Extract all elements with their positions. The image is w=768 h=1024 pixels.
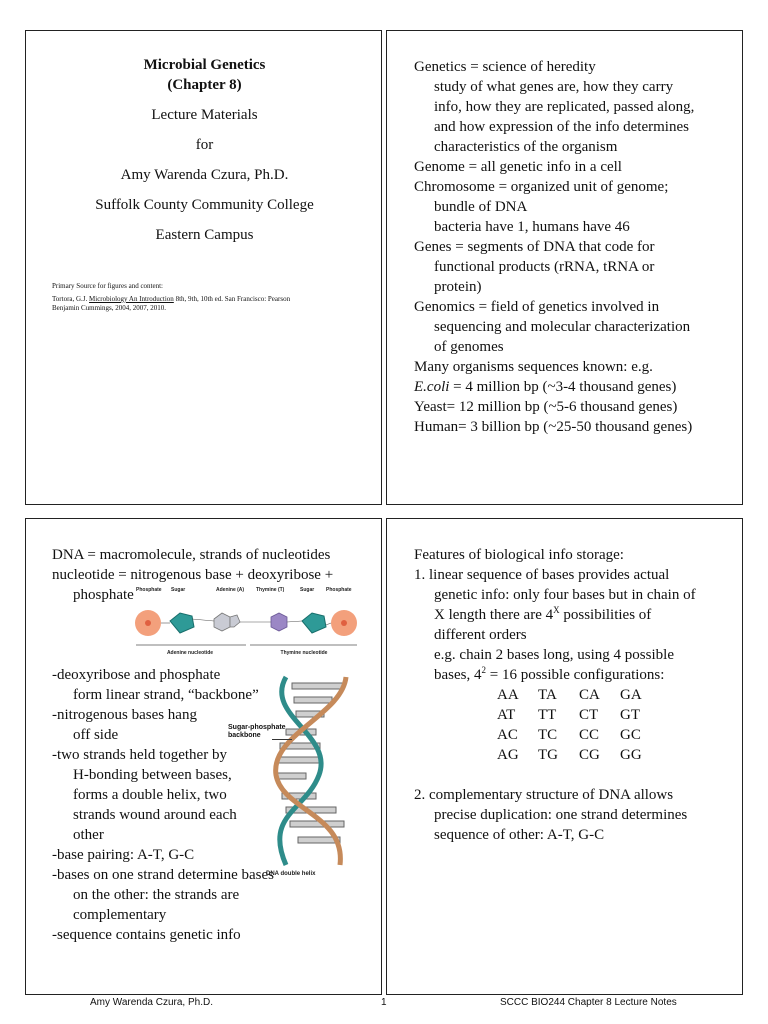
- title-line-2: for: [195, 137, 214, 153]
- fig-label-phosphate-2: Phosphate: [326, 587, 352, 593]
- combo-cell: TC: [538, 727, 558, 743]
- text-line: sequencing and molecular characterization: [434, 319, 691, 335]
- title-line-1: Lecture Materials: [151, 107, 258, 123]
- text-line: H-bonding between bases,: [73, 767, 232, 783]
- thymine-shape: [271, 613, 287, 631]
- text-line: form linear strand, “backbone”: [73, 687, 259, 703]
- text-line: other: [73, 827, 104, 843]
- ecoli-line: [414, 377, 676, 397]
- exponent-2: 2: [481, 665, 486, 675]
- text-line: forms a double helix, two: [73, 787, 227, 803]
- combo-cell: TG: [538, 747, 558, 763]
- dna-helix-figure: [224, 675, 364, 877]
- combo-cell: GA: [620, 687, 642, 703]
- slide-info-storage: [386, 518, 743, 995]
- combo-cell: CC: [579, 727, 600, 743]
- text-line: bundle of DNA: [434, 199, 528, 215]
- text-line: Many organisms sequences known: e.g.: [414, 359, 653, 375]
- text-line: functional products (rRNA, tRNA or: [434, 259, 655, 275]
- footer-author: Amy Warenda Czura, Ph.D.: [90, 997, 214, 1008]
- combo-cell: TA: [538, 687, 557, 703]
- backbone-pointer: [272, 739, 292, 740]
- nucleotide-figure: [134, 585, 359, 661]
- slide-dna-structure: [25, 518, 382, 995]
- fig-label-thymine: Thymine (T): [256, 587, 285, 593]
- combo-cell: AT: [497, 707, 516, 723]
- text-line: study of what genes are, how they carry: [434, 79, 674, 95]
- text-line: DNA = macromolecule, strands of nucleotides: [52, 547, 331, 563]
- text-line: -nitrogenous bases hang: [52, 707, 197, 723]
- text-line: sequence of other: A-T, G-C: [434, 827, 605, 843]
- text-line: -bases on one strand determine bases: [52, 867, 275, 883]
- backbone-label: [228, 724, 286, 740]
- citation-author: Tortora, G.J.: [52, 295, 90, 303]
- fig-label-phosphate: Phosphate: [136, 587, 162, 593]
- text-line: characteristics of the organism: [434, 139, 618, 155]
- text-line: info, how they are replicated, passed along,: [434, 99, 695, 115]
- combo-cell: AG: [497, 747, 519, 763]
- combo-cell: CT: [579, 707, 599, 723]
- fig-caption-thymine: Thymine nucleotide: [280, 650, 328, 656]
- text-line: Genes = segments of DNA that code for: [414, 239, 655, 255]
- ecoli-name: E.coli: [414, 379, 450, 395]
- text-line: -deoxyribose and phosphate: [52, 667, 221, 683]
- text-line: genetic info: only four bases but in chain of: [434, 587, 696, 603]
- footer-course: SCCC BIO244 Chapter 8 Lecture Notes: [500, 997, 677, 1008]
- yeast-line: Yeast= 12 million bp (~5-6 thousand genes): [414, 399, 678, 415]
- text-line: -base pairing: A-T, G-C: [52, 847, 195, 863]
- fig-caption-adenine: Adenine nucleotide: [166, 650, 214, 656]
- citation-publisher: Benjamin Cummings, 2004, 2007, 2010.: [52, 304, 166, 312]
- slide-title-chapter: (Chapter 8): [167, 77, 242, 93]
- text-line: protein): [434, 279, 482, 295]
- human-line: Human= 3 billion bp (~25-50 thousand genes): [414, 419, 693, 435]
- slide-genetics-definitions: [386, 30, 743, 505]
- text-line: on the other: the strands are: [73, 887, 240, 903]
- text-line: phosphate: [73, 587, 134, 603]
- text-line: bases, $4^2 = 16$ possible configurations:: [434, 665, 665, 683]
- sugar-shape: [170, 613, 194, 633]
- citation: [52, 295, 362, 313]
- text-line: Genome = all genetic info in a cell: [414, 159, 622, 175]
- exponent-x: X: [553, 605, 560, 615]
- combo-cell: AC: [497, 727, 518, 743]
- adenine-shape: [214, 613, 230, 631]
- page-number: 1: [381, 997, 387, 1008]
- title-college: Suffolk County Community College: [95, 197, 314, 213]
- text-line: and how expression of the info determines: [434, 119, 689, 135]
- fig-label-sugar: Sugar: [171, 587, 186, 593]
- combo-cell: GG: [620, 747, 642, 763]
- combo-cell: GT: [620, 707, 640, 723]
- text-line: -sequence contains genetic info: [52, 927, 241, 943]
- backbone-label-1: Sugar-phosphate: [228, 724, 286, 731]
- text-line: bacteria have 1, humans have 46: [434, 219, 630, 235]
- combo-cell: CA: [579, 687, 600, 703]
- citation-title: Microbiology An Introduction: [89, 295, 174, 303]
- text-line: Genomics = field of genetics involved in: [414, 299, 660, 315]
- fig-label-adenine: Adenine (A): [216, 587, 245, 593]
- combo-cell: CG: [579, 747, 600, 763]
- text-line: precise duplication: one strand determines: [434, 807, 688, 823]
- text-line: 2. complementary structure of DNA allows: [414, 787, 674, 803]
- text-line: different orders: [434, 627, 527, 643]
- text-line: Features of biological info storage:: [414, 547, 624, 563]
- text-line: complementary: [73, 907, 167, 923]
- source-label: Primary Source for figures and content:: [52, 282, 163, 290]
- title-campus: Eastern Campus: [155, 227, 254, 243]
- text-line: off side: [73, 727, 119, 743]
- text-line: strands wound around each: [73, 807, 237, 823]
- combo-cell: GC: [620, 727, 641, 743]
- sugar-shape-2: [302, 613, 326, 633]
- text-line: of genomes: [434, 339, 504, 355]
- slide-title: [25, 30, 382, 505]
- combo-cell: AA: [497, 687, 519, 703]
- text-line: Genetics = science of heredity: [414, 59, 596, 75]
- fig-label-sugar-2: Sugar: [300, 587, 315, 593]
- ecoli-text: = 4 million bp (~3-4 thousand genes): [449, 379, 677, 395]
- text-line: nucleotide = nitrogenous base + deoxyribose +: [52, 567, 334, 583]
- slide-title-heading: Microbial Genetics: [143, 57, 266, 73]
- title-author: Amy Warenda Czura, Ph.D.: [120, 167, 289, 183]
- text-line: -two strands held together by: [52, 747, 227, 763]
- backbone-label-2: backbone: [228, 732, 261, 739]
- text-line: 1. linear sequence of bases provides actual: [414, 567, 670, 583]
- citation-edition: 8th, 9th, 10th ed. San Francisco: Pearson: [173, 295, 291, 303]
- text-line: X length there are $4^X$ possibilities of: [434, 605, 652, 623]
- text-line: e.g. chain 2 bases long, using 4 possible: [434, 647, 674, 663]
- combo-cell: TT: [538, 707, 557, 723]
- helix-caption: DNA double helix: [266, 871, 316, 877]
- text-line: Chromosome = organized unit of genome;: [414, 179, 669, 195]
- phosphorus-atom: [145, 620, 151, 626]
